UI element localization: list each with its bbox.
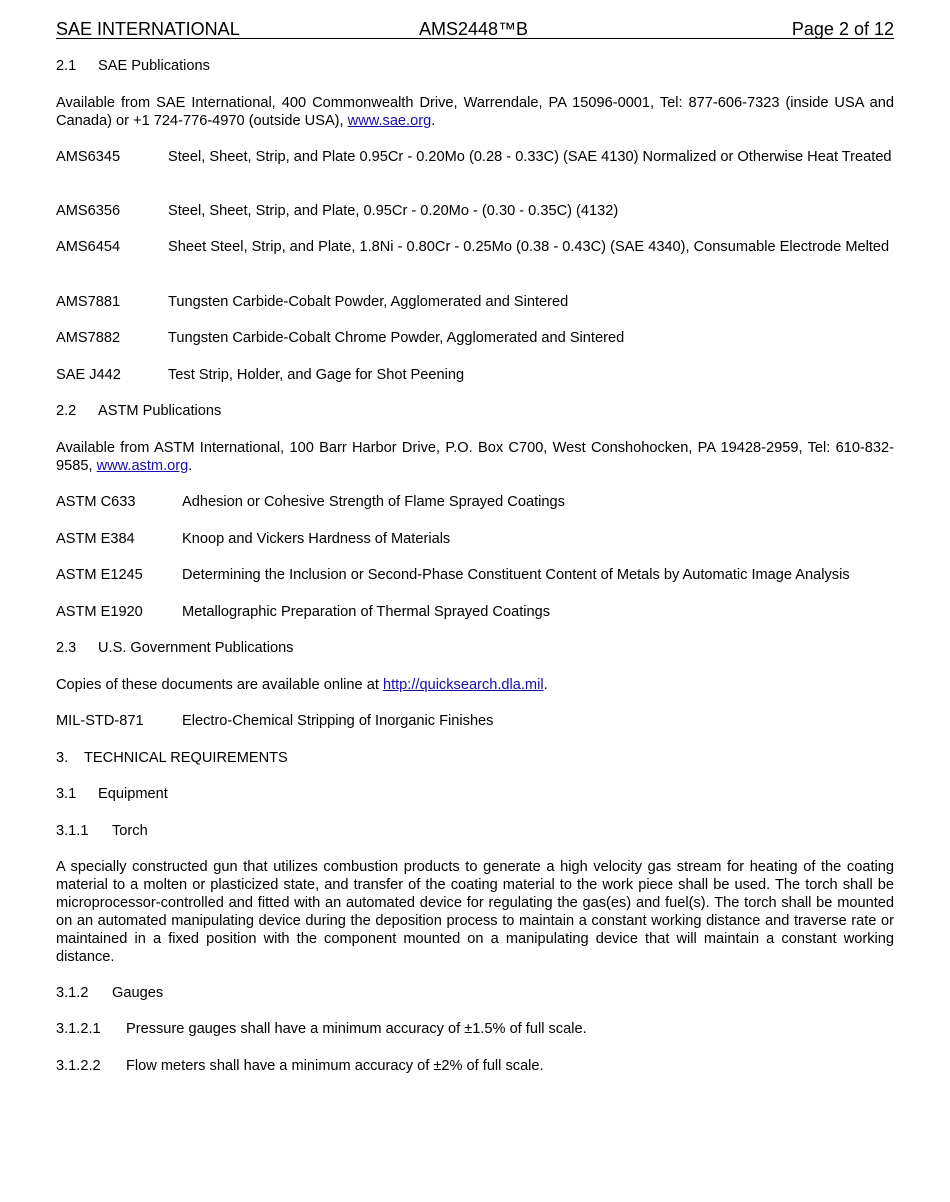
header-doc-number: AMS2448™B bbox=[419, 19, 529, 39]
requirement-text: Flow meters shall have a minimum accuracy of ±2% of full scale. bbox=[126, 1058, 544, 1074]
reference-row bbox=[56, 148, 894, 166]
section-2-1-heading bbox=[56, 57, 894, 75]
astm-availability-paragraph: Available from ASTM International, 100 Barr Harbor Drive, P.O. Box C700, West Conshohocken, PA 19428-2959, Tel: 610-832-9585, www.astm.org. bbox=[56, 440, 894, 474]
section-number: 3.1.1 bbox=[56, 823, 89, 839]
reference-row bbox=[56, 366, 894, 384]
reference-code: AMS7882 bbox=[56, 330, 121, 346]
section-2-2-heading bbox=[56, 402, 894, 420]
section-title: Torch bbox=[112, 823, 148, 839]
reference-description: Determining the Inclusion or Second-Phase Constituent Content of Metals by Automatic Image Analysis bbox=[182, 567, 850, 583]
reference-row bbox=[56, 712, 894, 730]
section-title: SAE Publications bbox=[98, 58, 210, 74]
quicksearch-link[interactable]: http://quicksearch.dla.mil bbox=[382, 677, 544, 693]
reference-row bbox=[56, 293, 894, 311]
section-number: 3.1.2 bbox=[56, 985, 89, 1001]
reference-row bbox=[56, 566, 894, 584]
reference-code: ASTM E1920 bbox=[56, 604, 143, 620]
section-number: 3.1 bbox=[56, 786, 77, 802]
reference-code: ASTM E384 bbox=[56, 531, 135, 547]
availability-text: Available from SAE International, 400 Commonwealth Drive, Warrendale, PA 15096-0001, Tel: 877-606-7323 (inside USA and Canada) or +1 724-776-4970 (outside USA), bbox=[56, 95, 894, 129]
reference-code: AMS6345 bbox=[56, 149, 121, 165]
sae-availability-paragraph: Available from SAE International, 400 Commonwealth Drive, Warrendale, PA 15096-0001, Tel: 877-606-7323 (inside USA and Canada) or +1 724-776-4970 (outside USA), www.sae.org. bbox=[56, 95, 894, 129]
section-number: 2.3 bbox=[56, 640, 77, 656]
section-title: Equipment bbox=[98, 786, 168, 802]
availability-text: Available from ASTM International, 100 Barr Harbor Drive, P.O. Box C700, West Conshohocken, PA 19428-2959, Tel: 610-832-9585, bbox=[56, 440, 894, 474]
reference-code: AMS6454 bbox=[56, 239, 121, 255]
section-number: 3.1.2.2 bbox=[56, 1058, 101, 1074]
section-3-1-2-heading bbox=[56, 984, 894, 1002]
section-title: U.S. Government Publications bbox=[98, 640, 294, 656]
reference-row bbox=[56, 530, 894, 548]
govt-availability-paragraph: Copies of these documents are available online at http://quicksearch.dla.mil. bbox=[56, 677, 548, 693]
reference-description: Metallographic Preparation of Thermal Sprayed Coatings bbox=[182, 604, 551, 620]
reference-code: MIL-STD-871 bbox=[56, 713, 144, 729]
reference-row bbox=[56, 603, 894, 621]
reference-description: Adhesion or Cohesive Strength of Flame Sprayed Coatings bbox=[182, 494, 565, 510]
section-3-1-2-2 bbox=[56, 1057, 894, 1075]
section-3-1-heading bbox=[56, 785, 894, 803]
sae-website-link[interactable]: www.sae.org bbox=[347, 113, 432, 129]
section-2-3-heading bbox=[56, 639, 894, 657]
reference-code: ASTM C633 bbox=[56, 494, 136, 510]
header-page-number: Page 2 of 12 bbox=[791, 19, 894, 39]
reference-description: Test Strip, Holder, and Gage for Shot Peening bbox=[168, 367, 465, 383]
section-title: Gauges bbox=[112, 985, 164, 1001]
reference-description: Knoop and Vickers Hardness of Materials bbox=[182, 531, 451, 547]
reference-row bbox=[56, 238, 894, 256]
section-number: 2.1 bbox=[56, 58, 77, 74]
reference-description: Sheet Steel, Strip, and Plate, 1.8Ni - 0.80Cr - 0.25Mo (0.38 - 0.43C) (SAE 4340), Consumable Electrode Melted bbox=[168, 239, 890, 255]
reference-code: SAE J442 bbox=[56, 367, 121, 383]
reference-code: AMS7881 bbox=[56, 294, 121, 310]
section-title: TECHNICAL REQUIREMENTS bbox=[84, 750, 288, 766]
section-3-1-2-1 bbox=[56, 1020, 894, 1038]
reference-row bbox=[56, 329, 894, 347]
reference-description: Tungsten Carbide-Cobalt Chrome Powder, Agglomerated and Sintered bbox=[168, 330, 625, 346]
requirement-text: Pressure gauges shall have a minimum accuracy of ±1.5% of full scale. bbox=[126, 1021, 587, 1037]
reference-row bbox=[56, 493, 894, 511]
section-title: ASTM Publications bbox=[98, 403, 222, 419]
section-number: 3. bbox=[56, 750, 69, 766]
section-number: 2.2 bbox=[56, 403, 77, 419]
section-3-heading bbox=[56, 749, 894, 767]
torch-requirements-paragraph: A specially constructed gun that utilizes combustion products to generate a high velocity gas stream for heating of the coating material to a molten or plasticized state, and transfer of the coating material to the work piece shall be used. The torch shall be microprocessor-controlled and fitted with an automated device for regulating the gas(es) and fuel(s). The torch shall be mounted on an automated manipulating device during the deposition process to maintain a constant working distance and traverse rate or maintained in a fixed position with the component mounted on a manipulating device that will maintain a constant working distance. bbox=[56, 859, 894, 965]
section-3-1-1-heading bbox=[56, 822, 894, 840]
page-header bbox=[56, 14, 894, 39]
availability-text: Copies of these documents are available online at bbox=[56, 677, 383, 693]
reference-row bbox=[56, 202, 894, 220]
reference-description: Electro-Chemical Stripping of Inorganic Finishes bbox=[182, 713, 494, 729]
astm-website-link[interactable]: www.astm.org bbox=[96, 458, 189, 474]
reference-description: Steel, Sheet, Strip, and Plate, 0.95Cr - 0.20Mo - (0.30 - 0.35C) (4132) bbox=[168, 203, 619, 219]
header-org: SAE INTERNATIONAL bbox=[56, 19, 240, 39]
reference-code: ASTM E1245 bbox=[56, 567, 143, 583]
section-number: 3.1.2.1 bbox=[56, 1021, 101, 1037]
reference-code: AMS6356 bbox=[56, 203, 121, 219]
reference-description: Tungsten Carbide-Cobalt Powder, Agglomerated and Sintered bbox=[168, 294, 569, 310]
reference-description: Steel, Sheet, Strip, and Plate 0.95Cr - 0.20Mo (0.28 - 0.33C) (SAE 4130) Normalized or Otherwise Heat Treated bbox=[168, 149, 892, 165]
